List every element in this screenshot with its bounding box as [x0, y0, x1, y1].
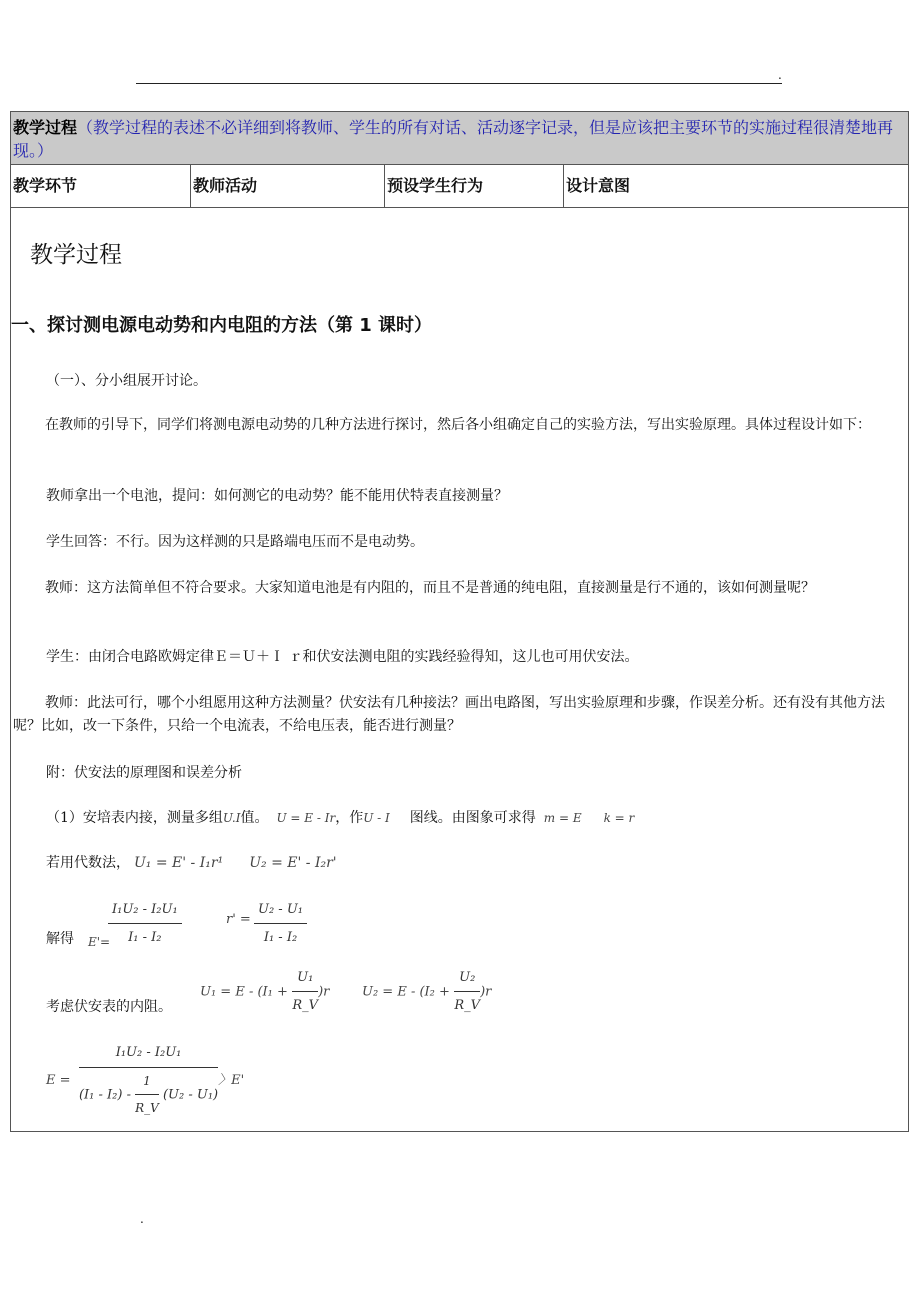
column-teacher-activity: 教师活动 — [191, 164, 385, 207]
item-1-math-m: m = E — [543, 811, 582, 825]
algebra-label: 若用代数法， — [46, 855, 130, 871]
header-text — [13, 116, 905, 162]
header-rule — [136, 83, 782, 84]
solve-r-numerator: U₂ - U₁ — [254, 898, 307, 924]
consider-eq-2 — [362, 966, 491, 1017]
paragraph-4: 教师：这方法简单但不符合要求。大家知道电池是有内阻的，而且不是普通的纯电阻，直接测量是行不通的，该如何测量呢？ — [45, 580, 815, 596]
consider-eq1-right: )r — [318, 984, 330, 1000]
item-1-text-c: ，作 — [335, 810, 364, 826]
paragraph-1: 在教师的引导下，同学们将测电源电动势的几种方法进行探讨，然后各小组确定自己的实验方法，写出实验原理。具体过程设计如下： — [45, 417, 871, 433]
consider-eq1-num: U₁ — [292, 966, 318, 992]
subheading: （一）、分小组展开讨论。 — [46, 373, 207, 389]
paragraph-6: 教师：此法可行，哪个小组愿用这种方法测量？伏安法有几种接法？画出电路图，写出实验原理和步骤，作误差分析。还有没有其他方法呢？比如，改一下条件，只给一个电流表，不给电压表，能否进行测量？ — [13, 695, 885, 734]
final-den-b: (U₂ - U₁) — [162, 1087, 219, 1103]
solve-e-numerator: I₁U₂ - I₂U₁ — [108, 898, 182, 924]
solve-e-label — [88, 931, 110, 954]
consider-eq2-den: R_V — [454, 998, 481, 1013]
part-title: 一、探讨测电源电动势和内电阻的方法（第 1 课时） — [11, 315, 433, 336]
solve-r-label-text: r' = — [226, 912, 251, 927]
section-title: 教学过程 — [30, 242, 122, 268]
item-1-text-d: 图线。由图象可求得 — [409, 810, 536, 826]
column-student-behavior: 预设学生行为 — [385, 164, 564, 207]
final-den-frac-num: 1 — [135, 1070, 159, 1095]
consider-eq-1 — [200, 966, 329, 1017]
paragraph-3: 学生回答：不行。因为这样测的只是路端电压而不是电动势。 — [46, 534, 424, 550]
final-denominator — [79, 1068, 218, 1120]
final-den-frac — [135, 1070, 159, 1120]
column-design-intent: 设计意图 — [566, 176, 631, 195]
item-1-math-graph: U - I — [363, 811, 390, 825]
item-1-line — [46, 807, 634, 830]
consider-label: 考虑伏安表的内阻。 — [46, 999, 172, 1015]
algebra-line — [46, 852, 337, 875]
consider-eq2-frac — [454, 966, 480, 1017]
final-numerator: I₁U₂ - I₂U₁ — [79, 1041, 218, 1068]
column-row — [11, 164, 908, 208]
item-1-math-eq: U = E - Ir — [276, 811, 336, 825]
consider-eq1-left: U₁ = E - (I₁ + — [200, 984, 288, 1000]
top-dot: . — [778, 68, 782, 82]
algebra-eq-1: U₁ = E' - I₁r¹ — [134, 855, 224, 871]
paragraph-5: 学生：由闭合电路欧姆定律Ｅ＝Ｕ＋Ｉ ｒ和伏安法测电阻的实践经验得知，这儿也可用伏安法。 — [46, 649, 639, 665]
final-den-frac-den: R_V — [135, 1101, 159, 1115]
solve-r-frac — [254, 898, 307, 949]
consider-eq2-num: U₂ — [454, 966, 480, 992]
header-note: （教学过程的表述不必详细到将教师、学生的所有对话、活动逐字记录，但是应该把主要环节的实施过程很清楚地再现。） — [13, 118, 894, 160]
table-header-row — [11, 112, 908, 165]
solve-label: 解得 — [46, 931, 74, 947]
final-lhs: E = — [46, 1073, 71, 1088]
consider-eq1-den: R_V — [292, 998, 319, 1013]
final-frac — [79, 1041, 218, 1120]
bottom-dot: . — [140, 1212, 144, 1226]
solve-r-label — [226, 908, 251, 931]
item-1-math-ui: U.I — [222, 811, 241, 825]
solve-e-frac — [108, 898, 182, 949]
consider-eq1-frac — [292, 966, 318, 1017]
solve-e-label-text: E'= — [88, 935, 111, 949]
header-title: 教学过程 — [13, 118, 78, 137]
consider-eq2-right: )r — [480, 984, 492, 1000]
solve-e-denominator: I₁ - I₂ — [128, 930, 162, 945]
item-1-math-k: k = r — [603, 811, 635, 825]
item-1-text-b: 值。 — [240, 810, 269, 826]
paragraph-2: 教师拿出一个电池，提问：如何测它的电动势？能不能用伏特表直接测量？ — [46, 488, 508, 504]
final-formula — [46, 1041, 244, 1120]
appendix-heading: 附：伏安法的原理图和误差分析 — [46, 765, 242, 781]
final-rhs: 〉E' — [218, 1073, 245, 1088]
solve-r-fraction — [254, 898, 307, 949]
column-teaching-stage: 教学环节 — [11, 164, 191, 207]
consider-eq2-left: U₂ = E - (I₂ + — [362, 984, 450, 1000]
final-den-a: (I₁ - I₂) - — [78, 1087, 131, 1103]
item-1-text-a: （1）安培表内接，测量多组 — [46, 810, 223, 826]
solve-r-denominator: I₁ - I₂ — [263, 930, 298, 945]
algebra-eq-2: U₂ = E' - I₂r' — [249, 855, 337, 871]
solve-e-fraction — [108, 898, 182, 949]
